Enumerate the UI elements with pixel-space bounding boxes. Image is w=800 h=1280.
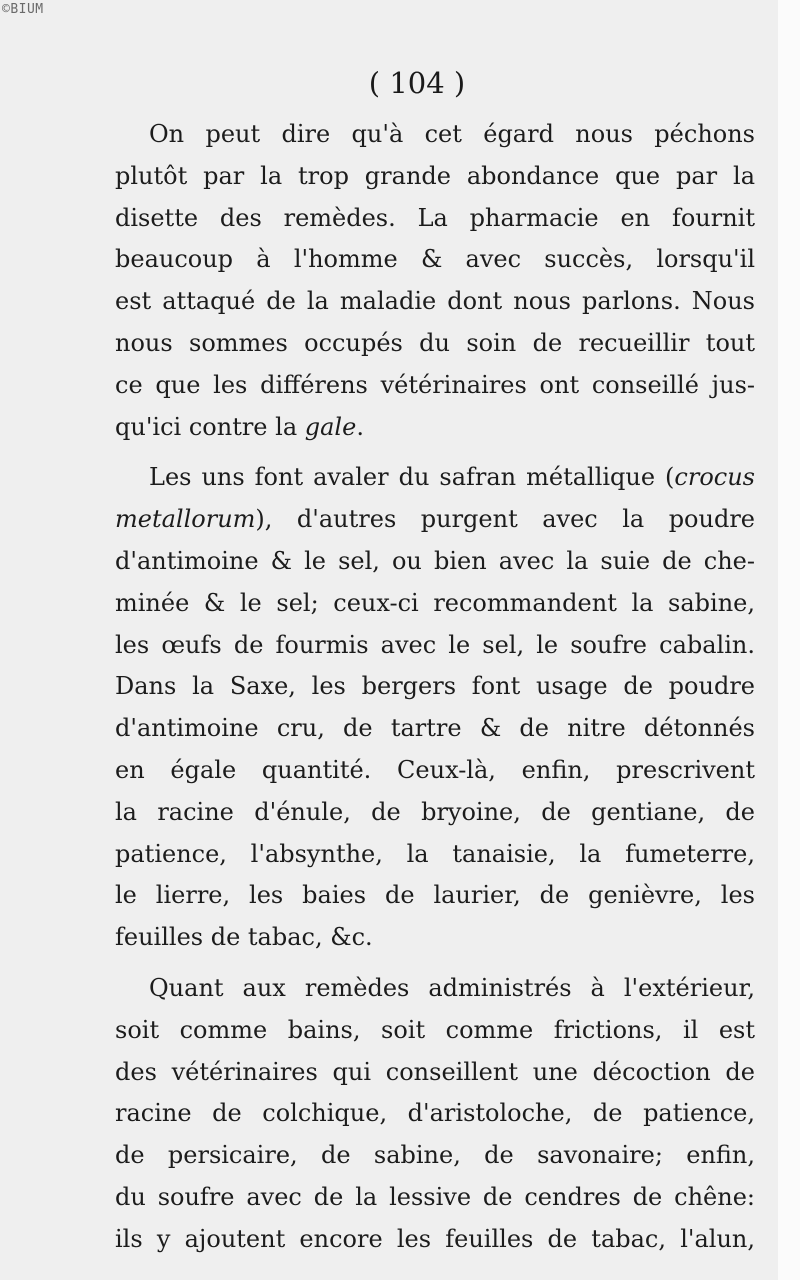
text-line: Dans la Saxe, les bergers font usage de poudre [115,672,755,701]
text-line: des vétérinaires qui conseillent une décoction de [115,1057,755,1086]
text-line: Quant aux remèdes administrés à l'extérieur, [149,973,755,1002]
text-line: la racine d'énule, de bryoine, de gentiane, de [115,797,755,826]
text-line: metallorum), d'autres purgent avec la poudre [115,505,755,534]
body-text [115,114,755,1261]
text-line: les œufs de fourmis avec le sel, le soufre cabalin. [115,630,755,659]
text-line: beaucoup à l'homme & avec succès, lorsqu'il [115,245,755,274]
italic-term: metallorum [115,505,256,534]
text-line: en égale quantité. Ceux-là, enfin, prescrivent [115,755,755,784]
text-line: nous sommes occupés du soin de recueillir tout [115,328,755,357]
text-line: d'antimoine & le sel, ou bien avec la suie de che- [115,546,755,575]
text-line: feuilles de tabac, &c. [115,923,373,952]
text-line: de persicaire, de sabine, de savonaire; enfin, [115,1141,755,1170]
text-line: ils y ajoutent encore les feuilles de tabac, l'alun, [115,1224,755,1253]
text-line: est attaqué de la maladie dont nous parlons. Nous [115,287,755,316]
text-line: ce que les différens vétérinaires ont conseillé jus- [115,370,755,399]
text-line: disette des remèdes. La pharmacie en fournit [115,203,755,232]
text-line: minée & le sel; ceux-ci recommandent la sabine, [115,588,755,617]
text-line: Les uns font avaler du safran métallique (crocus [149,463,755,492]
page-edge [778,0,800,1280]
library-watermark: ©BIUM [2,2,44,17]
italic-term: crocus [674,463,755,492]
text-line: On peut dire qu'à cet égard nous péchons [149,120,755,148]
italic-term: gale [304,412,357,441]
text-line: qu'ici contre la gale. [115,412,364,441]
text-line: d'antimoine cru, de tartre & de nitre détonnés [115,714,755,743]
text-line: patience, l'absynthe, la tanaisie, la fumeterre, [115,839,755,868]
text-line: soit comme bains, soit comme frictions, il est [115,1015,755,1044]
page-number: ( 104 ) [368,66,466,100]
text-line: du soufre avec de la lessive de cendres de chêne: [115,1182,755,1211]
text-line: plutôt par la trop grande abondance que par la [115,161,755,190]
text-line: le lierre, les baies de laurier, de genièvre, les [115,881,755,910]
text-line: racine de colchique, d'aristoloche, de patience, [115,1099,755,1128]
